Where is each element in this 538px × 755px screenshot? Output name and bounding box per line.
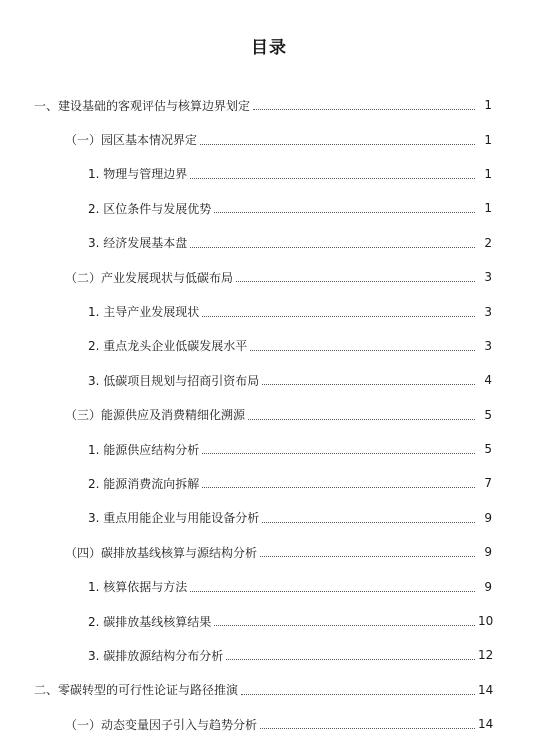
toc-entry[interactable] xyxy=(0,638,538,672)
toc-entry[interactable] xyxy=(0,157,538,191)
toc-entry[interactable] xyxy=(0,673,538,707)
toc-page-number: 4 xyxy=(484,373,492,388)
toc-entry-text: （三）能源供应及消费精细化溯源 xyxy=(65,408,246,423)
toc-entry[interactable] xyxy=(0,501,538,535)
toc-entry-text: 二、零碳转型的可行性论证与路径推演 xyxy=(34,683,239,698)
toc-leader xyxy=(200,143,475,145)
toc-entry-text: 2. 能源消费流向拆解 xyxy=(88,476,200,491)
toc-entry[interactable] xyxy=(0,122,538,156)
toc-leader xyxy=(236,280,475,282)
toc-entry[interactable] xyxy=(0,466,538,500)
toc-entry[interactable] xyxy=(0,707,538,741)
toc-page-number: 2 xyxy=(484,235,492,250)
toc-page-number: 1 xyxy=(484,132,492,147)
toc-leader xyxy=(202,315,475,317)
toc-page-number: 9 xyxy=(484,545,492,560)
toc-entry-text: 1. 物理与管理边界 xyxy=(88,167,188,182)
toc-leader xyxy=(202,486,475,488)
toc-entry[interactable] xyxy=(0,88,538,122)
toc-leader xyxy=(262,383,475,385)
toc-entry-text: （四）碳排放基线核算与源结构分析 xyxy=(65,545,258,560)
toc-entry[interactable] xyxy=(0,329,538,363)
toc-entry[interactable] xyxy=(0,398,538,432)
toc-page-number: 3 xyxy=(484,304,492,319)
toc-entry[interactable] xyxy=(0,432,538,466)
toc-leader xyxy=(260,727,475,729)
toc-entry-text: 3. 经济发展基本盘 xyxy=(88,236,188,251)
toc-entry-text: 1. 核算依据与方法 xyxy=(88,580,188,595)
toc-entry-text: 1. 主导产业发展现状 xyxy=(88,305,200,320)
toc-page-number: 12 xyxy=(478,648,494,663)
toc-page-number: 10 xyxy=(478,614,494,629)
toc-entry-text: 2. 重点龙头企业低碳发展水平 xyxy=(88,339,248,354)
toc-entry-text: （二）产业发展现状与低碳布局 xyxy=(65,270,234,285)
toc-page-number: 9 xyxy=(484,510,492,525)
toc-entry-text: 3. 碳排放源结构分布分析 xyxy=(88,648,224,663)
toc-entry-text: 1. 能源供应结构分析 xyxy=(88,442,200,457)
toc-leader xyxy=(214,624,475,626)
toc-leader xyxy=(260,555,475,557)
toc-leader xyxy=(190,177,475,179)
toc-entry[interactable] xyxy=(0,569,538,603)
toc-entry-text: 一、建设基础的客观评估与核算边界划定 xyxy=(34,98,251,113)
toc-entry[interactable] xyxy=(0,604,538,638)
toc-entry[interactable] xyxy=(0,260,538,294)
toc-entry[interactable] xyxy=(0,363,538,397)
toc-entry[interactable] xyxy=(0,226,538,260)
toc-leader xyxy=(241,693,475,695)
toc-leader xyxy=(262,521,475,523)
toc-leader xyxy=(226,658,475,660)
toc-leader xyxy=(248,418,475,420)
toc-page-number: 1 xyxy=(484,166,492,181)
toc-page-number: 5 xyxy=(484,442,492,457)
toc-entry[interactable] xyxy=(0,294,538,328)
toc-page-number: 14 xyxy=(478,717,494,732)
toc-entry-text: （一）园区基本情况界定 xyxy=(65,133,198,148)
page-title: 目录 xyxy=(251,38,287,58)
toc-entry-text: 2. 区位条件与发展优势 xyxy=(88,201,212,216)
toc-leader xyxy=(190,590,475,592)
toc-leader xyxy=(250,349,475,351)
toc-page-number: 9 xyxy=(484,579,492,594)
toc-entry[interactable] xyxy=(0,535,538,569)
toc-leader xyxy=(202,452,475,454)
toc-entry-text: 3. 重点用能企业与用能设备分析 xyxy=(88,511,260,526)
toc-entry[interactable] xyxy=(0,191,538,225)
toc-entry-text: （一）动态变量因子引入与趋势分析 xyxy=(65,717,258,732)
toc-page-number: 7 xyxy=(484,476,492,491)
toc-page-number: 1 xyxy=(484,98,492,113)
toc-entry-text: 2. 碳排放基线核算结果 xyxy=(88,614,212,629)
toc-leader xyxy=(214,211,475,213)
toc-page-number: 1 xyxy=(484,201,492,216)
toc-page-number: 5 xyxy=(484,407,492,422)
toc-leader xyxy=(253,108,475,110)
table-of-contents xyxy=(0,88,538,741)
toc-leader xyxy=(190,246,475,248)
toc-entry-text: 3. 低碳项目规划与招商引资布局 xyxy=(88,373,260,388)
toc-page-number: 14 xyxy=(478,682,494,697)
toc-page-number: 3 xyxy=(484,338,492,353)
toc-page-number: 3 xyxy=(484,270,492,285)
